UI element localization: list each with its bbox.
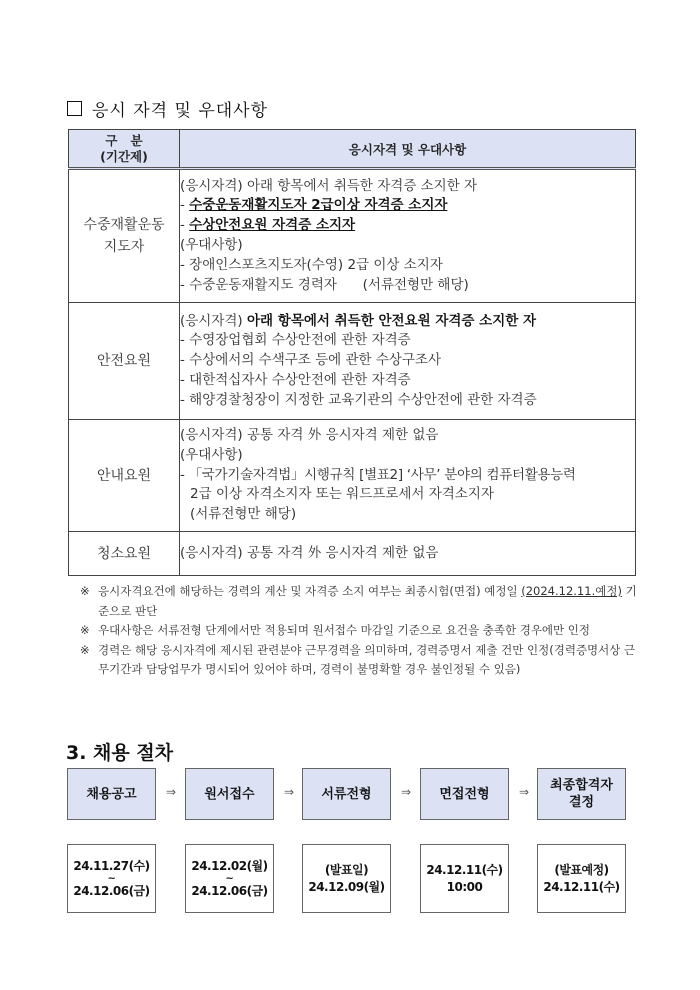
- reference-mark-icon: ※: [80, 642, 90, 657]
- arrow-icon: ⇒: [400, 785, 412, 799]
- content-line: (우대사항): [180, 446, 243, 463]
- arrow-icon: ⇒: [165, 785, 177, 799]
- step-application: 원서접수: [185, 768, 274, 820]
- tilde: ~: [107, 872, 116, 884]
- date-final-decision: [537, 844, 626, 913]
- note-date: (2024.12.11.예정): [521, 584, 622, 598]
- row-content: [180, 532, 636, 576]
- section-title-text: 응시 자격 및 우대사항: [92, 101, 269, 121]
- notes-list: [80, 582, 640, 680]
- content-line: [180, 312, 635, 332]
- content-line: (응시자격) 아래 항목에서 취득한 자격증 소지한 자: [180, 177, 478, 194]
- date-value: 24.12.11(수): [543, 879, 620, 894]
- category-text: 지도자: [103, 239, 145, 255]
- row-category: 안내요원: [69, 420, 180, 532]
- header-category-label: 구 분: [105, 132, 143, 148]
- row-category: [69, 169, 180, 303]
- step-document-screening: 서류전형: [302, 768, 391, 820]
- table-row: [69, 303, 636, 420]
- step-job-posting: 채용공고: [67, 768, 156, 820]
- required-cert: 수상안전요원 자격증 소지자: [189, 217, 356, 234]
- content-line: (응시자격) 공통 자격 外 응시자격 제한 없음: [180, 544, 439, 561]
- date-value: 24.12.11(수): [426, 862, 503, 877]
- date-label: (발표예정): [554, 862, 609, 877]
- note-text: [98, 582, 640, 621]
- step-final-decision: [537, 768, 626, 820]
- date-application: [185, 844, 274, 913]
- content-line: - 「국가기술자격법」시행규칙 [별표2] ‘사무’ 분야의 컴퓨터활용능력: [180, 466, 576, 483]
- date-document-screening: [302, 844, 391, 913]
- table-row: [69, 532, 636, 576]
- date-end: 24.12.06(금): [191, 883, 268, 898]
- date-start: 24.11.27(수): [73, 858, 150, 873]
- procedure-title: 3. 채용 절차: [66, 742, 174, 764]
- date-interview: [420, 844, 509, 913]
- date-label: (발표일): [324, 862, 369, 877]
- section-heading: [67, 96, 268, 121]
- header-qualifications: 응시자격 및 우대사항: [180, 130, 636, 169]
- note-suffix: 기준으로 판단: [98, 584, 637, 618]
- row-category: 안전요원: [69, 303, 180, 420]
- content-line: 2급 이상 자격소지자 또는 워드프로세서 자격소지자: [190, 486, 494, 503]
- checkbox-square-icon: [67, 101, 82, 116]
- table-row: [69, 169, 636, 303]
- date-end: 24.12.06(금): [73, 883, 150, 898]
- note-item: [80, 582, 640, 621]
- note-item: [80, 621, 640, 641]
- reference-mark-icon: ※: [80, 623, 90, 637]
- tilde: ~: [225, 872, 234, 884]
- row-category: 청소요원: [69, 532, 180, 576]
- step-label: 결정: [568, 795, 595, 810]
- content-line: [180, 196, 635, 216]
- row-content: [180, 420, 636, 532]
- note-item: [80, 641, 640, 680]
- table-row: [69, 420, 636, 532]
- content-line: - 수상에서의 수색구조 등에 관한 수상구조사: [180, 352, 442, 369]
- date-value: 24.12.09(월): [308, 879, 385, 894]
- date-job-posting: [67, 844, 156, 913]
- qualification-table: [68, 129, 636, 576]
- date-start: 24.12.02(월): [191, 858, 268, 873]
- table-header-row: [69, 130, 636, 169]
- required-cert: 수중운동재활지도자 2급이상 자격증 소지자: [189, 197, 448, 214]
- content-line: - 수중운동재활지도 경력자 (서류전형만 해당): [180, 276, 469, 293]
- header-category: [69, 130, 180, 169]
- category-text: 수중재활운동: [83, 217, 165, 233]
- content-line: - 수영장업협회 수상안전에 관한 자격증: [180, 332, 411, 349]
- bold-requirement: 아래 항목에서 취득한 안전요원 자격증 소지한 자: [247, 312, 537, 329]
- row-content: [180, 169, 636, 303]
- dash: -: [180, 217, 190, 234]
- dash: -: [180, 197, 190, 214]
- content-line: (서류전형만 해당): [190, 506, 297, 523]
- arrow-icon: ⇒: [283, 785, 295, 799]
- content-line: (응시자격) 공통 자격 外 응시자격 제한 없음: [180, 427, 439, 443]
- content-line: (우대사항): [180, 237, 243, 253]
- time-value: 10:00: [446, 879, 483, 894]
- step-label: 최종합격자: [550, 778, 613, 793]
- note-body: 응시자격요건에 해당하는 경력의 계산 및 자격증 소지 여부는 최종시험(면접) 예정일: [98, 584, 522, 598]
- step-interview: 면접전형: [420, 768, 509, 820]
- header-category-sub: (기간제): [100, 148, 148, 164]
- content-line: - 장애인스포츠지도자(수영) 2급 이상 소지자: [180, 256, 443, 273]
- label-prefix: (응시자격): [180, 312, 247, 329]
- reference-mark-icon: ※: [80, 584, 90, 598]
- note-text: 우대사항은 서류전형 단계에서만 적용되며 원서접수 마감일 기준으로 요건을 충족한 경우에만 인정: [98, 623, 591, 637]
- note-text: 경력은 해당 응시자격에 제시된 관련분야 근무경력을 의미하며, 경력증명서 제출 건만 인정(경력증명서상 근무기간과 담당업무가 명시되어 있어야 하며, 경력이 불명확할 경우 불인정될 수 있음): [98, 642, 636, 676]
- arrow-icon: ⇒: [518, 785, 530, 799]
- content-line: - 대한적십자사 수상안전에 관한 자격증: [180, 371, 411, 388]
- content-line: - 해양경찰청장이 지정한 교육기관의 수상안전에 관한 자격증: [180, 391, 537, 408]
- content-line: [180, 216, 635, 236]
- row-content: [180, 303, 636, 420]
